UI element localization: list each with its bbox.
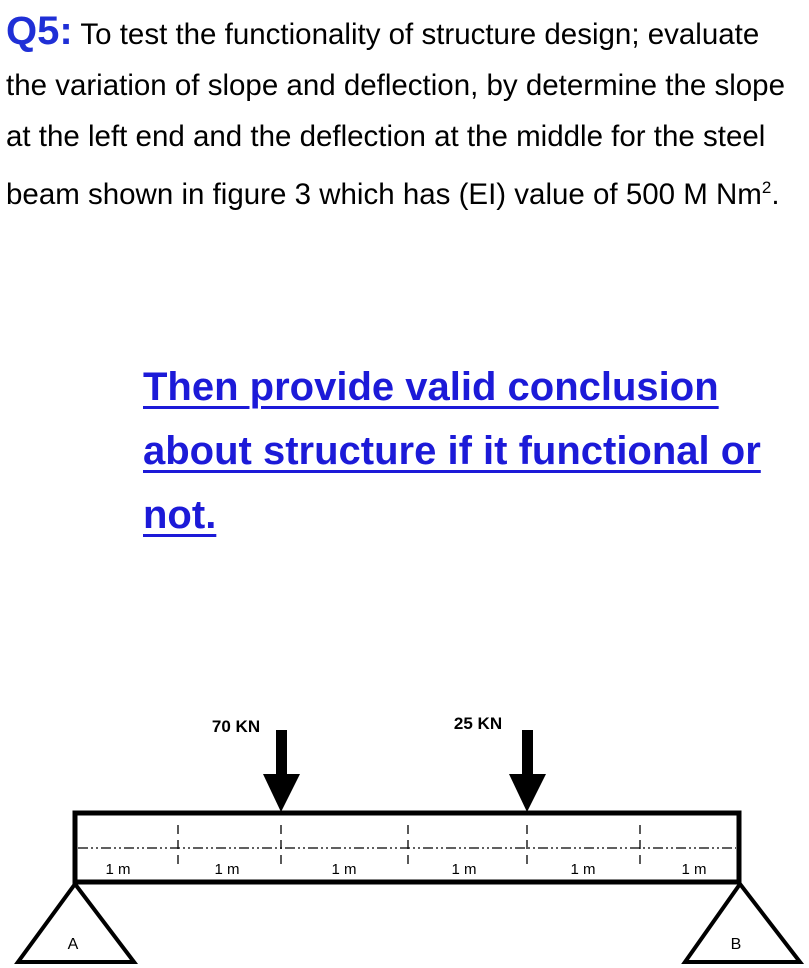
question-superscript: 2 — [761, 178, 772, 197]
question-number: Q5: — [6, 9, 73, 53]
span-label: 1 m — [214, 861, 240, 878]
load-label: 25 KN — [453, 714, 503, 733]
span-label: 1 m — [570, 861, 596, 878]
support-b-label: B — [730, 936, 742, 953]
question-end: . — [771, 177, 780, 211]
load-label: 70 KN — [211, 717, 261, 736]
support-a-label: A — [67, 936, 79, 953]
span-label: 1 m — [105, 861, 131, 878]
load-arrow-70kn — [263, 730, 300, 812]
load-arrow-25kn — [509, 730, 546, 812]
support-b-triangle — [685, 884, 800, 962]
span-label: 1 m — [451, 861, 477, 878]
conclusion-prompt: Then provide valid conclusion about structure if it functional or not. — [143, 365, 761, 537]
question-body: To test the functionality of structure design; evaluate the variation of slope and deflection, by determine the slope at the left end and the deflection at the middle for the steel beam shown in figure 3 which has (EI) value of 500 M Nm — [6, 18, 785, 211]
span-label: 1 m — [331, 861, 357, 878]
span-label: 1 m — [681, 861, 707, 878]
